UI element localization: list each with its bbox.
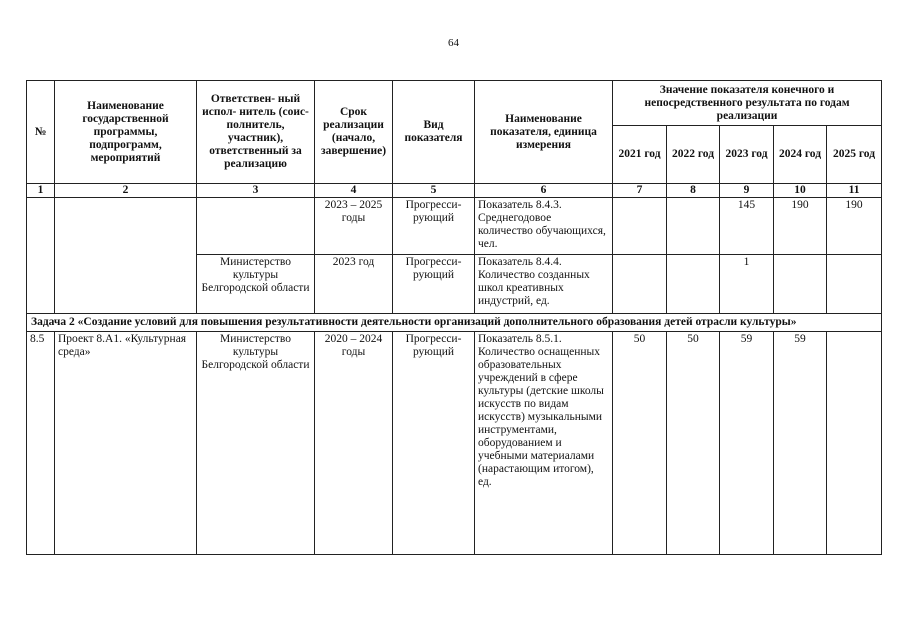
indicator-kind-cell: Прогресси- рующий [393,198,475,255]
value-2022-cell [667,198,720,255]
program-name-cell: Проект 8.А1. «Культурная среда» [55,332,197,555]
indicator-name-cell: Показатель 8.4.4. Количество созданных школ креативных индустрий, ед. [475,255,613,314]
column-index: 2 [55,184,197,198]
header-responsible: Ответствен- ный испол- нитель (соис- полнитель, участник), ответственный за реализацию [197,81,315,184]
column-index: 11 [827,184,882,198]
value-2025-cell [827,332,882,555]
header-year-2022: 2022 год [667,126,720,184]
column-index: 7 [613,184,667,198]
header-term: Срок реализации (начало, завершение) [315,81,393,184]
value-2022-cell [667,255,720,314]
row-num-cell: 8.5 [27,332,55,555]
value-2025-cell [827,255,882,314]
value-2024-cell [774,255,827,314]
value-2023-cell: 145 [720,198,774,255]
indicator-name-cell: Показатель 8.5.1. Количество оснащенных образовательных учреждений в сфере культуры (детские школы искусств по видам искусств) музыкальными инструментами, оборудованием и учебными материалами (нарастающим итогом), ед. [475,332,613,555]
header-indicator-name: Наименование показателя, единица измерения [475,81,613,184]
value-2021-cell [613,255,667,314]
header-year-2023: 2023 год [720,126,774,184]
value-2025-cell: 190 [827,198,882,255]
column-index: 8 [667,184,720,198]
header-year-2021: 2021 год [613,126,667,184]
header-row [27,81,882,126]
header-year-2024: 2024 год [774,126,827,184]
table-row [27,332,882,555]
row-num-cell [27,198,55,314]
term-cell: 2020 – 2024 годы [315,332,393,555]
program-name-cell [55,198,197,314]
column-index: 4 [315,184,393,198]
indicators-table [26,80,882,555]
header-indicator-kind: Вид показателя [393,81,475,184]
value-2021-cell: 50 [613,332,667,555]
column-index: 10 [774,184,827,198]
value-2023-cell: 1 [720,255,774,314]
page-number: 64 [448,37,459,49]
responsible-cell: Министерство культуры Белгородской области [197,332,315,555]
value-2024-cell: 59 [774,332,827,555]
value-2021-cell [613,198,667,255]
task-row [27,314,882,332]
column-index: 9 [720,184,774,198]
column-index: 1 [27,184,55,198]
indicator-kind-cell: Прогресси- рующий [393,332,475,555]
indicator-name-cell: Показатель 8.4.3. Среднегодовое количество обучающихся, чел. [475,198,613,255]
responsible-cell [197,198,315,255]
header-num: № [27,81,55,184]
header-values-group: Значение показателя конечного и непосредственного результата по годам реализации [613,81,882,126]
column-index: 3 [197,184,315,198]
header-program-name: Наименование государственной программы, подпрограмм, мероприятий [55,81,197,184]
column-index: 6 [475,184,613,198]
task-heading: Задача 2 «Создание условий для повышения результативности деятельности организаций дополнительного образования детей отрасли культуры» [27,314,882,332]
table-row [27,198,882,255]
header-year-2025: 2025 год [827,126,882,184]
term-cell: 2023 год [315,255,393,314]
value-2023-cell: 59 [720,332,774,555]
column-index-row [27,184,882,198]
indicator-kind-cell: Прогресси- рующий [393,255,475,314]
value-2024-cell: 190 [774,198,827,255]
value-2022-cell: 50 [667,332,720,555]
column-index: 5 [393,184,475,198]
term-cell: 2023 – 2025 годы [315,198,393,255]
responsible-cell: Министерство культуры Белгородской области [197,255,315,314]
